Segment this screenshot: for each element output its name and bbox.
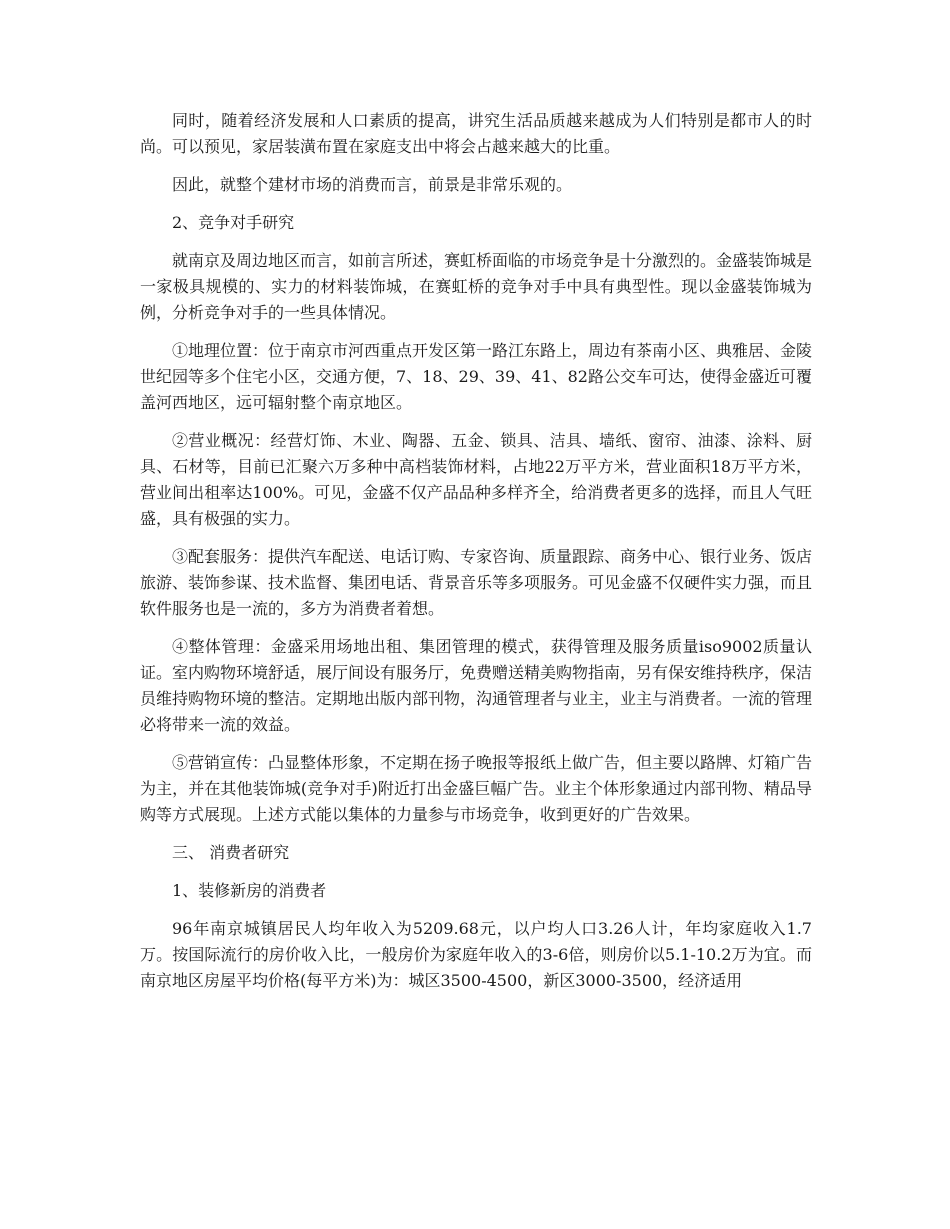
paragraph-market-outlook: 因此，就整个建材市场的消费而言，前景是非常乐观的。 bbox=[172, 175, 573, 194]
subsection-heading-new-home-consumers: 1、装修新房的消费者 bbox=[172, 881, 327, 900]
section-heading-consumer-research: 三、 消费者研究 bbox=[172, 843, 290, 862]
paragraph-lifestyle-trend: 同时，随着经济发展和人口素质的提高，讲究生活品质越来越成为人们特别是都市人的时尚。可以预见，家居装潢布置在家庭支出中将会占越来越大的比重。 bbox=[140, 111, 812, 156]
paragraph-overall-management: ④整体管理：金盛采用场地出租、集团管理的模式，获得管理及服务质量iso9002质量认证。室内购物环境舒适，展厅间设有服务厅，免费赠送精美购物指南，另有保安维持秩序，保洁员维持购物环境的整洁。定期地出版内部刊物，沟通管理者与业主，业主与消费者。一流的管理必将带来一流的效益。 bbox=[140, 637, 813, 734]
paragraph-income-housing-price: 96年南京城镇居民人均年收入为5209.68元，以户均人口3.26人计，年均家庭收入1.7万。按国际流行的房价收入比，一般房价为家庭年收入的3-6倍，则房价以5.1-10.2万为宜。而南京地区房屋平均价格(每平方米)为：城区3500-4500，新区3000-3500，经济适用 bbox=[140, 919, 812, 990]
paragraph-location: ①地理位置：位于南京市河西重点开发区第一路江东路上，周边有茶南小区、典雅居、金陵世纪园等多个住宅小区，交通方便，7、18、29、39、41、82路公交车可达，使得金盛近可覆盖河西地区，远可辐射整个南京地区。 bbox=[140, 341, 813, 412]
document-page bbox=[140, 108, 812, 1006]
paragraph-marketing-promotion: ⑤营销宣传：凸显整体形象，不定期在扬子晚报等报纸上做广告，但主要以路牌、灯箱广告为主，并在其他装饰城(竞争对手)附近打出金盛巨幅广告。业主个体形象通过内部刊物、精品导购等方式展现。上述方式能以集体的力量参与市场竞争，收到更好的广告效果。 bbox=[140, 753, 813, 824]
paragraph-supporting-services: ③配套服务：提供汽车配送、电话订购、专家咨询、质量跟踪、商务中心、银行业务、饭店旅游、装饰参谋、技术监督、集团电话、背景音乐等多项服务。可见金盛不仅硬件实力强，而且软件服务也是一流的，多方为消费者着想。 bbox=[140, 547, 813, 618]
paragraph-business-overview: ②营业概况：经营灯饰、木业、陶器、五金、锁具、洁具、墙纸、窗帘、油漆、涂料、厨具、石材等，目前已汇聚六万多种中高档装饰材料，占地22万平方米，营业面积18万平方米，营业间出租率达100%。可见，金盛不仅产品品种多样齐全，给消费者更多的选择，而且人气旺盛，具有极强的实力。 bbox=[140, 431, 812, 528]
section-heading-competitor-research: 2、竞争对手研究 bbox=[172, 213, 295, 232]
paragraph-competitor-intro: 就南京及周边地区而言，如前言所述，赛虹桥面临的市场竞争是十分激烈的。金盛装饰城是一家极具规模的、实力的材料装饰城，在赛虹桥的竞争对手中具有典型性。现以金盛装饰城为例，分析竞争对手的一些具体情况。 bbox=[140, 251, 813, 322]
